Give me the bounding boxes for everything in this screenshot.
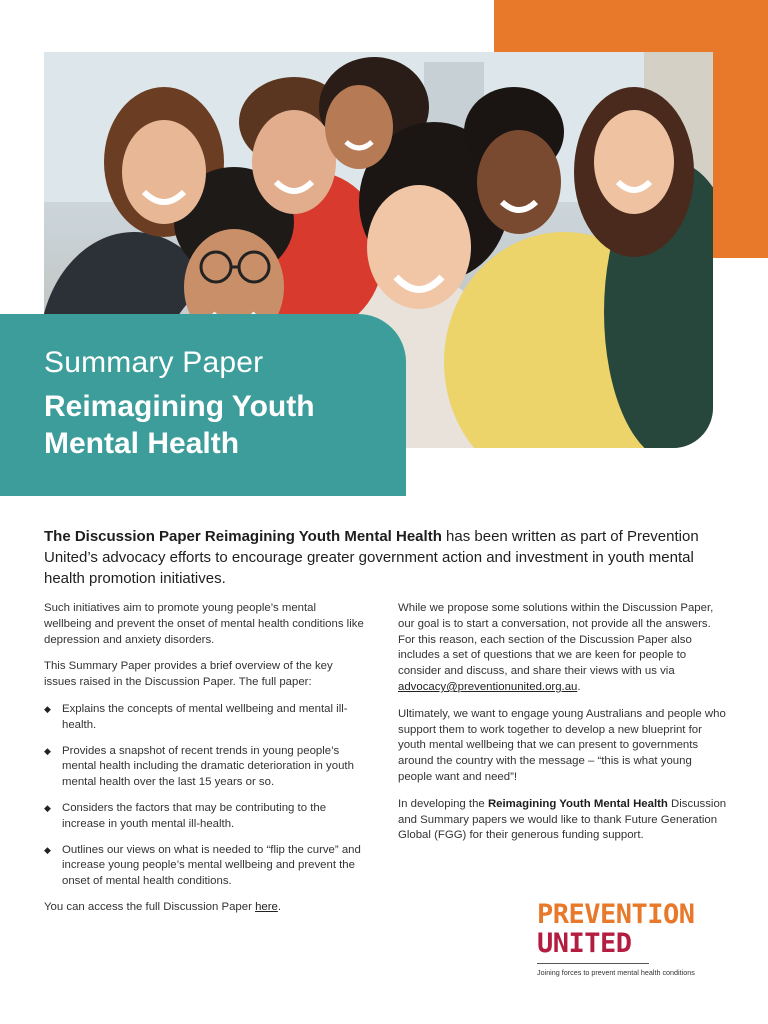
left-column — [44, 601, 364, 927]
list-item — [44, 801, 364, 833]
logo-tagline: Joining forces to prevent mental health conditions — [537, 968, 695, 977]
advocacy-email-link[interactable]: advocacy@preventionunited.org.au — [398, 680, 578, 693]
diamond-bullet-icon: ◆ — [44, 703, 51, 714]
document-title: Reimagining Youth Mental Health — [44, 390, 315, 460]
intro-text-bold: Reimagining Youth Mental Health — [204, 528, 442, 545]
diamond-bullet-icon: ◆ — [44, 802, 51, 813]
intro-text-after: has been written as part of Prevention United’s advocacy efforts to encourage greater government action and investment in youth mental health promotion initiatives. — [44, 528, 699, 587]
logo-word-united: UNITED — [537, 928, 632, 959]
prevention-united-logo — [537, 900, 727, 977]
list-item — [44, 744, 364, 791]
logo-divider — [537, 963, 649, 964]
left-paragraph-2: This Summary Paper provides a brief overview of the key issues raised in the Discussion Paper. The full paper: — [44, 660, 333, 689]
logo-word-prevention: PREVENTION — [537, 899, 695, 930]
intro-text-before: The Discussion Paper — [44, 528, 205, 545]
full-paper-bullet-list — [44, 702, 364, 890]
diamond-bullet-icon: ◆ — [44, 844, 51, 855]
list-item-text: Considers the factors that may be contributing to the increase in youth mental ill-health. — [62, 801, 327, 830]
right-paragraph-3-bold: Reimagining Youth Mental Health — [487, 797, 668, 810]
access-paper-paragraph — [44, 900, 364, 916]
left-paragraph-1: Such initiatives aim to promote young people’s mental wellbeing and prevent the onset of mental health conditions like depression and anxiety disorders. — [44, 602, 364, 646]
list-item — [44, 702, 364, 734]
right-column — [398, 601, 728, 855]
right-paragraph-3-after: Discussion and Summary papers we would like to thank Future Generation Global (FGG) for their generous funding support. — [398, 797, 727, 842]
list-item-text: Outlines our views on what is needed to “flip the curve” and increase young people’s mental wellbeing and prevent the onset of mental health conditions. — [62, 843, 361, 888]
access-text-end: . — [277, 900, 282, 913]
right-paragraph-1-end: . — [577, 680, 581, 693]
access-text: You can access the full Discussion Paper — [44, 900, 256, 913]
diamond-bullet-icon: ◆ — [44, 745, 51, 756]
document-kicker: Summary Paper — [44, 346, 264, 379]
list-item-text: Provides a snapshot of recent trends in young people’s mental health including the dramatic deterioration in youth mental health over the last 15 years or so. — [62, 744, 354, 789]
list-item — [44, 843, 364, 890]
right-paragraph-2: Ultimately, we want to engage young Australians and people who support them to work together to develop a new blueprint for youth mental wellbeing that we can present to governments around the country with the message – “this is what young people want and need”! — [398, 707, 726, 783]
full-paper-link[interactable]: here — [255, 900, 278, 913]
right-paragraph-1-text: While we propose some solutions within the Discussion Paper, our goal is to start a conversation, not provide all the answers. For this reason, each section of the Discussion Paper also includes a set of questions that we are keen for people to consider and discuss, and share their views with us via — [398, 602, 714, 678]
right-paragraph-3 — [398, 797, 728, 844]
intro-paragraph — [44, 526, 724, 589]
list-item-text: Explains the concepts of mental wellbeing and mental ill-health. — [62, 702, 348, 731]
right-paragraph-1 — [398, 601, 728, 696]
right-paragraph-3-before: In developing the — [398, 797, 488, 810]
